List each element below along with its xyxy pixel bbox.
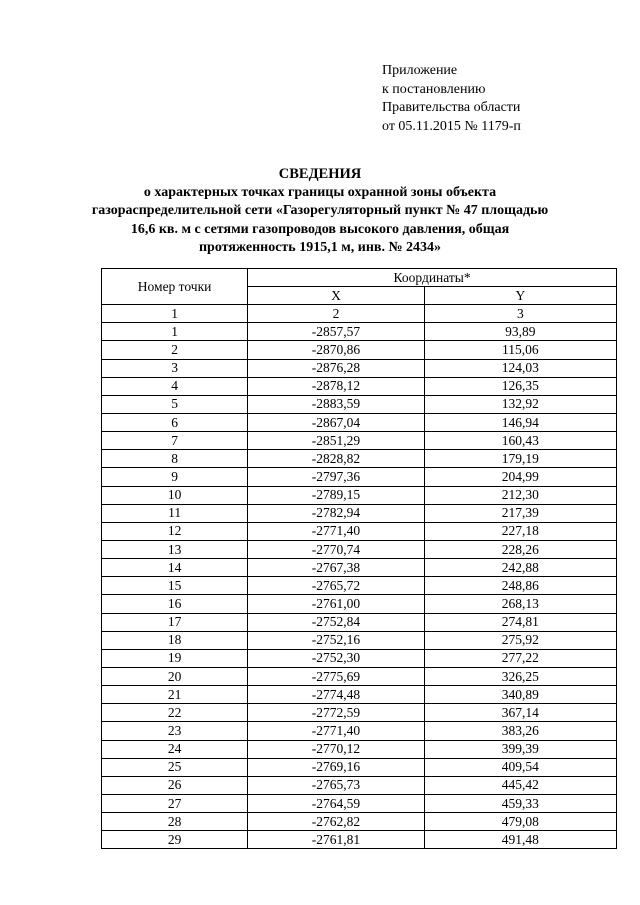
y-coordinate-cell: 227,18 [424,522,616,540]
y-coordinate-cell: 132,92 [424,395,616,413]
y-coordinate-cell: 326,25 [424,667,616,685]
y-coordinate-cell: 409,54 [424,758,616,776]
table-row [102,540,617,558]
x-coordinate-cell: -2782,94 [248,504,425,522]
y-coordinate-cell: 445,42 [424,776,616,794]
point-number-cell: 10 [102,486,248,504]
document-heading [0,165,640,258]
column-number: 1 [102,305,248,323]
y-coordinate-cell: 491,48 [424,831,616,849]
y-coordinate-cell: 217,39 [424,504,616,522]
point-number-cell: 26 [102,776,248,794]
x-coordinate-cell: -2770,12 [248,740,425,758]
point-number-cell: 3 [102,359,248,377]
point-number-cell: 27 [102,794,248,812]
point-number-cell: 8 [102,450,248,468]
y-coordinate-cell: 242,88 [424,559,616,577]
x-coordinate-cell: -2752,84 [248,613,425,631]
y-coordinate-cell: 124,03 [424,359,616,377]
x-coordinate-cell: -2767,38 [248,559,425,577]
heading-line: протяженность 1915,1 м, инв. № 2434» [198,240,442,255]
point-number-cell: 18 [102,631,248,649]
x-coordinate-cell: -2764,59 [248,794,425,812]
header-x: X [248,287,425,305]
y-coordinate-cell: 367,14 [424,704,616,722]
point-number-cell: 21 [102,686,248,704]
x-coordinate-cell: -2797,36 [248,468,425,486]
y-coordinate-cell: 93,89 [424,323,616,341]
x-coordinate-cell: -2765,72 [248,577,425,595]
y-coordinate-cell: 204,99 [424,468,616,486]
x-coordinate-cell: -2752,30 [248,649,425,667]
table-row [102,613,617,631]
point-number-cell: 28 [102,813,248,831]
table-row [102,522,617,540]
x-coordinate-cell: -2771,40 [248,722,425,740]
table-row [102,686,617,704]
x-coordinate-cell: -2761,81 [248,831,425,849]
point-number-cell: 9 [102,468,248,486]
point-number-cell: 5 [102,395,248,413]
point-number-cell: 15 [102,577,248,595]
table-row [102,504,617,522]
table-row [102,776,617,794]
point-number-cell: 12 [102,522,248,540]
table-row [102,395,617,413]
x-coordinate-cell: -2774,48 [248,686,425,704]
y-coordinate-cell: 399,39 [424,740,616,758]
y-coordinate-cell: 212,30 [424,486,616,504]
appendix-line: Приложение [382,63,458,78]
table-row [102,758,617,776]
appendix-line: от 05.11.2015 № 1179-п [382,118,521,134]
heading-line: газораспределительной сети «Газорегуляторный пункт № 47 площадью [91,203,549,218]
table-row [102,559,617,577]
x-coordinate-cell: -2772,59 [248,704,425,722]
heading-line: о характерных точках границы охранной зоны объекта [143,184,497,200]
header-point-number: Номер точки [102,269,248,305]
point-number-cell: 7 [102,432,248,450]
y-coordinate-cell: 479,08 [424,813,616,831]
table-header-row [102,269,617,287]
y-coordinate-cell: 146,94 [424,413,616,431]
y-coordinate-cell: 383,26 [424,722,616,740]
table-row [102,667,617,685]
point-number-cell: 2 [102,341,248,359]
column-number: 3 [424,305,616,323]
x-coordinate-cell: -2867,04 [248,413,425,431]
appendix-block [382,62,521,136]
document-title: СВЕДЕНИЯ [278,166,362,182]
y-coordinate-cell: 459,33 [424,794,616,812]
point-number-cell: 6 [102,413,248,431]
x-coordinate-cell: -2857,57 [248,323,425,341]
table-row [102,450,617,468]
table-row [102,377,617,395]
table-row [102,468,617,486]
table-row [102,413,617,431]
table-row [102,323,617,341]
point-number-cell: 4 [102,377,248,395]
appendix-line: Правительства области [382,100,521,115]
y-coordinate-cell: 160,43 [424,432,616,450]
point-number-cell: 22 [102,704,248,722]
y-coordinate-cell: 275,92 [424,631,616,649]
table-row [102,649,617,667]
y-coordinate-cell: 115,06 [424,341,616,359]
x-coordinate-cell: -2789,15 [248,486,425,504]
x-coordinate-cell: -2878,12 [248,377,425,395]
x-coordinate-cell: -2765,73 [248,776,425,794]
table-row [102,794,617,812]
y-coordinate-cell: 268,13 [424,595,616,613]
point-number-cell: 16 [102,595,248,613]
x-coordinate-cell: -2761,00 [248,595,425,613]
x-coordinate-cell: -2883,59 [248,395,425,413]
x-coordinate-cell: -2828,82 [248,450,425,468]
column-number-row [102,305,617,323]
table-row [102,722,617,740]
table-row [102,813,617,831]
y-coordinate-cell: 274,81 [424,613,616,631]
point-number-cell: 13 [102,540,248,558]
point-number-cell: 20 [102,667,248,685]
y-coordinate-cell: 340,89 [424,686,616,704]
x-coordinate-cell: -2775,69 [248,667,425,685]
point-number-cell: 29 [102,831,248,849]
table-row [102,631,617,649]
x-coordinate-cell: -2752,16 [248,631,425,649]
point-number-cell: 25 [102,758,248,776]
x-coordinate-cell: -2762,82 [248,813,425,831]
point-number-cell: 14 [102,559,248,577]
x-coordinate-cell: -2769,16 [248,758,425,776]
y-coordinate-cell: 228,26 [424,540,616,558]
table-row [102,577,617,595]
point-number-cell: 17 [102,613,248,631]
y-coordinate-cell: 248,86 [424,577,616,595]
y-coordinate-cell: 277,22 [424,649,616,667]
coordinates-table [101,268,617,849]
table-row [102,486,617,504]
y-coordinate-cell: 179,19 [424,450,616,468]
y-coordinate-cell: 126,35 [424,377,616,395]
x-coordinate-cell: -2771,40 [248,522,425,540]
table-row [102,359,617,377]
table-row [102,432,617,450]
point-number-cell: 24 [102,740,248,758]
point-number-cell: 11 [102,504,248,522]
point-number-cell: 19 [102,649,248,667]
heading-line: 16,6 кв. м с сетями газопроводов высокого давления, общая [130,221,510,237]
x-coordinate-cell: -2870,86 [248,341,425,359]
x-coordinate-cell: -2770,74 [248,540,425,558]
column-number: 2 [248,305,425,323]
header-y: Y [424,287,616,305]
table-row [102,341,617,359]
point-number-cell: 1 [102,323,248,341]
table-row [102,831,617,849]
table-row [102,740,617,758]
point-number-cell: 23 [102,722,248,740]
x-coordinate-cell: -2851,29 [248,432,425,450]
table-row [102,704,617,722]
appendix-line: к постановлению [382,81,486,97]
header-coordinates: Координаты* [248,269,617,287]
table-row [102,595,617,613]
x-coordinate-cell: -2876,28 [248,359,425,377]
